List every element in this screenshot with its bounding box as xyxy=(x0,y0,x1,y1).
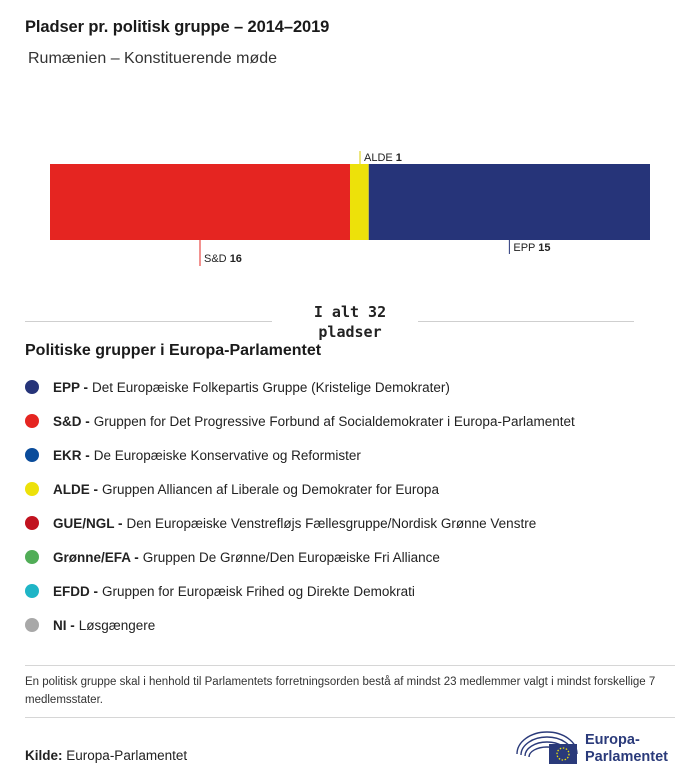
source-label: Kilde: xyxy=(25,748,63,763)
legend xyxy=(25,370,685,642)
legend-item xyxy=(25,574,685,608)
legend-desc: Det Europæiske Folkepartis Gruppe (Kristelige Demokrater) xyxy=(92,379,450,395)
legend-desc: Gruppen for Det Progressive Forbund af Socialdemokrater i Europa-Parlamentet xyxy=(93,413,575,429)
source-value: Europa-Parlamentet xyxy=(66,748,188,763)
stacked-bar-chart xyxy=(0,140,700,280)
legend-abbr: GUE/NGL - xyxy=(53,515,123,531)
legend-dot-icon xyxy=(25,380,39,394)
total-label xyxy=(0,302,700,342)
divider-bottom xyxy=(25,717,675,718)
legend-abbr: EKR - xyxy=(53,447,90,463)
bar-segment-alde xyxy=(350,164,369,240)
logo-line1: Europa- xyxy=(585,732,640,748)
legend-dot-icon xyxy=(25,482,39,496)
legend-desc: Gruppen Alliancen af Liberale og Demokrater for Europa xyxy=(102,481,439,497)
data-label: S&D 16 xyxy=(204,253,242,265)
legend-dot-icon xyxy=(25,414,39,428)
chart-title: Pladser pr. politisk gruppe – 2014–2019 xyxy=(25,18,330,36)
legend-abbr: S&D - xyxy=(53,413,90,429)
logo-text xyxy=(585,732,668,766)
legend-item xyxy=(25,506,685,540)
legend-desc: Gruppen for Europæisk Frihed og Direkte Demokrati xyxy=(102,583,415,599)
bar-segment-epp xyxy=(369,164,650,240)
legend-item xyxy=(25,404,685,438)
total-label-text: I alt 32 pladser xyxy=(313,303,387,341)
legend-item xyxy=(25,608,685,642)
legend-dot-icon xyxy=(25,618,39,632)
legend-desc: Den Europæiske Venstrefløjs Fællesgruppe/Nordisk Grønne Venstre xyxy=(126,515,537,531)
legend-item xyxy=(25,370,685,404)
data-label: ALDE 1 xyxy=(364,152,402,164)
legend-desc: Gruppen De Grønne/Den Europæiske Fri Alliance xyxy=(142,549,440,565)
legend-item xyxy=(25,438,685,472)
chart-subtitle: Rumænien – Konstituerende møde xyxy=(28,50,278,67)
legend-dot-icon xyxy=(25,516,39,530)
legend-dot-icon xyxy=(25,550,39,564)
legend-title: Politiske grupper i Europa-Parlamentet xyxy=(25,342,322,359)
source xyxy=(25,748,187,763)
legend-desc: De Europæiske Konservative og Reformister xyxy=(93,447,361,463)
logo-line2: Parlamentet xyxy=(585,749,669,765)
legend-dot-icon xyxy=(25,448,39,462)
legend-item xyxy=(25,472,685,506)
legend-abbr: EFDD - xyxy=(53,583,98,599)
total-seats xyxy=(0,300,700,344)
legend-abbr: ALDE - xyxy=(53,481,98,497)
footnote: En politisk gruppe skal i henhold til Parlamentets forretningsorden bestå af mindst 23 medlemmer valgt i mindst forskellige 7 medlemsstater. xyxy=(25,676,656,706)
hemicycle-flag-icon xyxy=(515,728,579,768)
bar-segment-sd xyxy=(50,164,350,240)
legend-item xyxy=(25,540,685,574)
legend-abbr: NI - xyxy=(53,617,75,633)
data-label: EPP 15 xyxy=(513,242,551,254)
legend-dot-icon xyxy=(25,584,39,598)
divider-top xyxy=(25,665,675,666)
legend-abbr: EPP - xyxy=(53,379,89,395)
legend-abbr: Grønne/EFA - xyxy=(53,549,139,565)
legend-desc: Løsgængere xyxy=(78,617,156,633)
europarl-logo[interactable] xyxy=(515,726,685,770)
